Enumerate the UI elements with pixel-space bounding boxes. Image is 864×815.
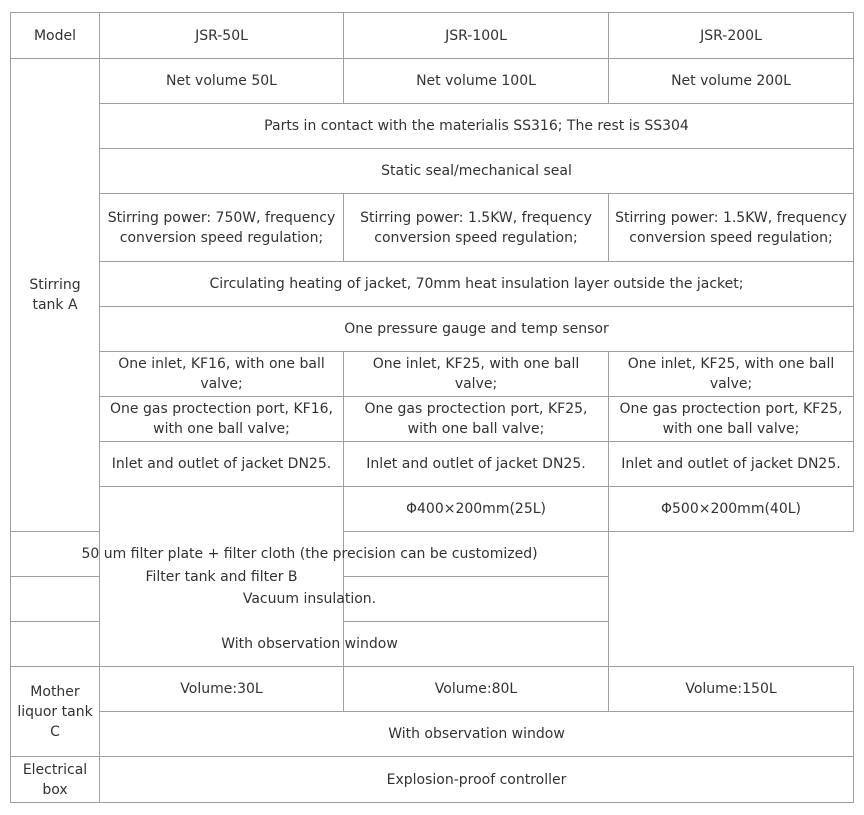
controller-cell: Explosion-proof controller [100, 757, 854, 803]
filter-tank-label: Filter tank and filter B [100, 487, 344, 667]
spec-table [10, 12, 854, 803]
net-volume-cell: Net volume 200L [609, 59, 854, 104]
jacket-cell: Inlet and outlet of jacket DN25. [344, 442, 609, 487]
jacket-cell: Inlet and outlet of jacket DN25. [100, 442, 344, 487]
inlet-cell: One inlet, KF16, with one ball valve; [100, 352, 344, 397]
table-row [11, 262, 854, 307]
gas-port-cell: One gas proctection port, KF25, with one ball valve; [344, 397, 609, 442]
table-row [11, 59, 854, 104]
gauge-cell: One pressure gauge and temp sensor [100, 307, 854, 352]
inlet-cell: One inlet, KF25, with one ball valve; [344, 352, 609, 397]
net-volume-cell: Net volume 100L [344, 59, 609, 104]
gas-port-cell: One gas proctection port, KF25, with one ball valve; [609, 397, 854, 442]
volume-cell: Volume:150L [609, 667, 854, 712]
table-row [11, 622, 854, 667]
table-row [11, 194, 854, 262]
dimension-cell: Φ500×200mm(40L) [609, 487, 854, 532]
model-cell: JSR-200L [609, 13, 854, 59]
table-row [11, 442, 854, 487]
table-row [11, 352, 854, 397]
seal-cell: Static seal/mechanical seal [100, 149, 854, 194]
model-cell: JSR-100L [344, 13, 609, 59]
electrical-box-label: Electrical box [11, 757, 100, 803]
table-row [11, 757, 854, 803]
stirring-power-cell: Stirring power: 1.5KW, frequency conversion speed regulation; [344, 194, 609, 262]
stirring-power-cell: Stirring power: 750W, frequency conversion speed regulation; [100, 194, 344, 262]
mother-liquor-tank-label: Mother liquor tank C [11, 667, 100, 757]
table-row [11, 532, 854, 577]
dimension-cell: Φ400×200mm(25L) [344, 487, 609, 532]
mother-liquor-window-cell: With observation window [100, 712, 854, 757]
table-row [11, 149, 854, 194]
table-row [11, 307, 854, 352]
header-row [11, 13, 854, 59]
table-row [11, 577, 854, 622]
heating-cell: Circulating heating of jacket, 70mm heat insulation layer outside the jacket; [100, 262, 854, 307]
stirring-tank-label: Stirring tank A [11, 59, 100, 532]
net-volume-cell: Net volume 50L [100, 59, 344, 104]
volume-cell: Volume:30L [100, 667, 344, 712]
insulation-cell: Vacuum insulation. [11, 577, 609, 622]
table-row [11, 104, 854, 149]
table-row [11, 487, 854, 532]
gas-port-cell: One gas proctection port, KF16, with one ball valve; [100, 397, 344, 442]
filter-plate-cell: 50 um filter plate + filter cloth (the precision can be customized) [11, 532, 609, 577]
stirring-power-cell: Stirring power: 1.5KW, frequency conversion speed regulation; [609, 194, 854, 262]
table-row [11, 397, 854, 442]
filter-window-cell: With observation window [11, 622, 609, 667]
contact-parts-cell: Parts in contact with the materialis SS316; The rest is SS304 [100, 104, 854, 149]
inlet-cell: One inlet, KF25, with one ball valve; [609, 352, 854, 397]
table-row [11, 712, 854, 757]
volume-cell: Volume:80L [344, 667, 609, 712]
jacket-cell: Inlet and outlet of jacket DN25. [609, 442, 854, 487]
model-label: Model [11, 13, 100, 59]
model-cell: JSR-50L [100, 13, 344, 59]
table-row [11, 667, 854, 712]
